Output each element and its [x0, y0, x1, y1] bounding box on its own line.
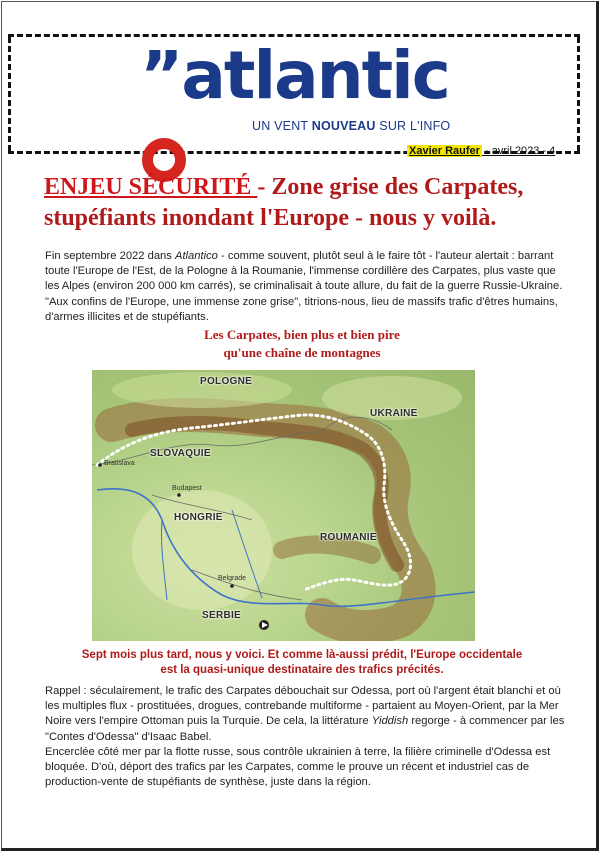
p1-part-b: - comme souvent, plutôt seul à le faire tôt - l'auteur alertait : barrant toute l'Europe de l'Est, de la Pologne à la Roumanie, l'immense cordillère des Carpates, plus vaste que les Alpes (environ 200 000 km carrés), se criminalisait à toute allure, du fait de la guerre Russie-Ukraine. "Aux confins de l'Europe, une immense zone grise", titrions-nous, lieu de massifs trafic d'êtres humains, d'armes illicites et de stupéfiants.: [45, 250, 563, 323]
tagline: [252, 119, 450, 133]
paragraph-intro: [45, 249, 565, 325]
p2-italic: Yiddish: [371, 715, 409, 728]
caption2-line2: est la quasi-unique destinataire des trafics précités.: [160, 664, 444, 676]
paragraph-odessa: Encerclée côté mer par la flotte russe, sous contrôle ukrainien à terre, la filière criminelle d'Odessa est bloquée. D'où, déport des trafics par les Carpates, comme le prouve un récent et industriel cas de production-vente de stupéfiants de synthèse, juste dans la région.: [45, 746, 551, 789]
author-name[interactable]: Xavier Raufer: [409, 145, 480, 157]
p2-part-a: Rappel : séculairement, le trafic des Carpates débouchait sur Odessa, port où l'argent était blanchi et où les multiples flux - prostituées, drogues, contrebande multiforme - partaient au Moyen-Orient, par la Mer Noire vers l'empire Ottoman puis la Turquie. De cela, la littérature: [45, 685, 561, 728]
atlantico-logo[interactable]: [140, 36, 449, 116]
map-label-ukraine: UKRAINE: [370, 408, 418, 419]
map-label-roumanie: ROUMANIE: [320, 532, 377, 543]
map-subcaption: [0, 648, 604, 678]
caption2-line1: Sept mois plus tard, nous y voici. Et comme là-aussi prédit, l'Europe occidentale: [81, 649, 523, 661]
map-label-serbie: SERBIE: [202, 610, 242, 621]
title-kicker: ENJEU SÉCURITÉ: [44, 174, 258, 200]
map-city-budapest: Budapest: [172, 485, 202, 492]
logo-quote: ”: [140, 37, 182, 114]
tagline-pre: UN VENT: [252, 119, 312, 133]
logo-text: atlantic: [181, 37, 449, 114]
map-label-slovaquie: SLOVAQUIE: [150, 448, 211, 459]
p1-part-a: Fin septembre 2022 dans: [45, 250, 175, 262]
byline: [407, 145, 555, 157]
map-label-hongrie: HONGRIE: [174, 512, 223, 523]
caption1-line2: qu'une chaîne de montagnes: [223, 345, 381, 360]
map-label-pologne: POLOGNE: [200, 376, 253, 387]
map-city-belgrade: Belgrade: [218, 575, 247, 582]
title-text: - Zone grise des Carpates, stupéfiants inondant l'Europe - nous y voilà.: [44, 174, 524, 231]
byline-date-page: - avril 2023 - 4: [481, 145, 556, 157]
p2-part-b: regorge - à commencer par les "Contes d'Odessa" d'Isaac Babel.: [45, 715, 565, 743]
article-title: [44, 172, 564, 234]
map-city-bratislava: Bratislava: [104, 460, 135, 467]
caption1-line1: Les Carpates, bien plus et bien pire: [204, 327, 400, 342]
map-caption: [0, 326, 604, 362]
p1-italic: Atlantico: [174, 250, 218, 262]
carpathians-map: [92, 370, 475, 641]
paragraph-rappel: [45, 684, 565, 745]
tagline-post: SUR L'INFO: [375, 119, 451, 133]
tagline-bold: NOUVEAU: [311, 119, 376, 133]
